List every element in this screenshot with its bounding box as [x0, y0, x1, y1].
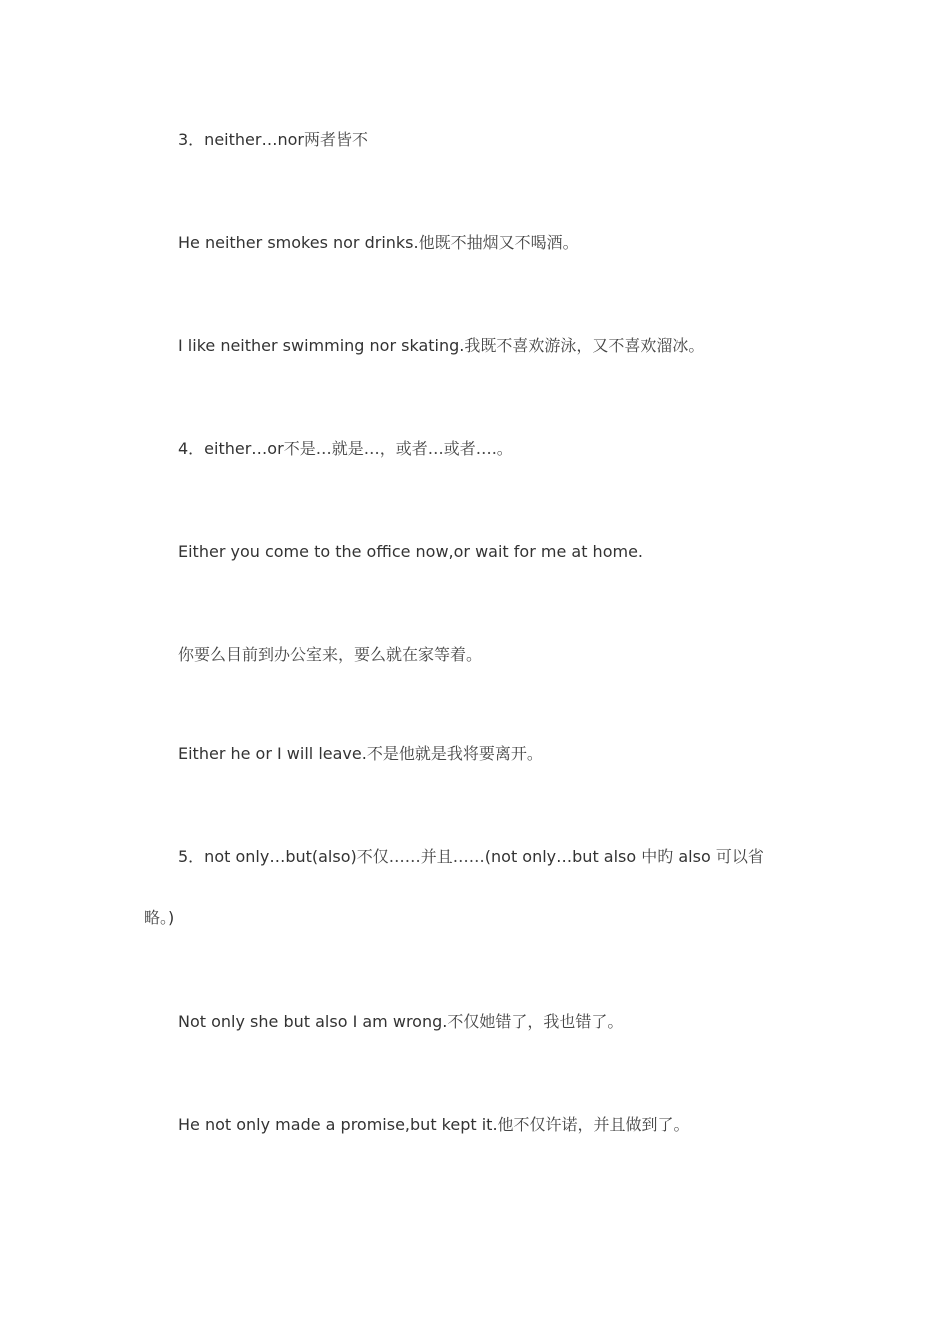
paragraph-en-3: also	[678, 847, 711, 866]
paragraph-zh-2: 中旳	[641, 847, 674, 866]
paragraph-zh: 不仅……并且……	[356, 847, 485, 866]
paragraph-en: Either he or I will leave.	[178, 744, 367, 763]
paragraph-heading-neither-nor	[178, 129, 368, 151]
paragraph-example	[178, 1114, 690, 1136]
paragraph-zh: 略。	[144, 908, 169, 927]
paragraph-heading-either-or	[178, 438, 513, 460]
paragraph-example	[178, 743, 543, 765]
paragraph-continuation	[144, 907, 174, 929]
paragraph-en: 4．either…or	[178, 439, 284, 458]
paragraph-en: He not only made a promise,but kept it.	[178, 1115, 498, 1134]
paragraph-zh: 我既不喜欢游泳，又不喜欢溜冰。	[464, 336, 705, 355]
paragraph-heading-not-only	[178, 846, 764, 868]
paragraph-en: Either you come to the office now,or wait for me at home.	[178, 542, 643, 561]
paragraph-en: 5．not only…but(also)	[178, 847, 357, 866]
paragraph-en-2: (not only…but also	[484, 847, 637, 866]
paragraph-zh: 他既不抽烟又不喝酒。	[418, 233, 579, 252]
paragraph-example	[178, 541, 643, 563]
paragraph-zh-3: 可以省	[715, 847, 764, 866]
paragraph-example	[178, 1011, 623, 1033]
paragraph-zh: 不是…就是…，或者…或者….。	[283, 439, 513, 458]
paragraph-en: Not only she but also I am wrong.	[178, 1012, 448, 1031]
paragraph-example	[178, 232, 579, 254]
paragraph-en: 3．neither…nor	[178, 130, 304, 149]
paragraph-zh: 不仅她错了，我也错了。	[447, 1012, 624, 1031]
paragraph-en-2: )	[168, 908, 175, 927]
paragraph-en: He neither smokes nor drinks.	[178, 233, 419, 252]
paragraph-zh: 他不仅许诺，并且做到了。	[497, 1115, 690, 1134]
paragraph-zh: 你要么目前到办公室来，要么就在家等着。	[178, 645, 483, 664]
paragraph-translation	[178, 644, 482, 666]
paragraph-en: I like neither swimming nor skating.	[178, 336, 465, 355]
paragraph-zh: 两者皆不	[303, 130, 368, 149]
paragraph-zh: 不是他就是我将要离开。	[366, 744, 543, 763]
paragraph-example	[178, 335, 704, 357]
